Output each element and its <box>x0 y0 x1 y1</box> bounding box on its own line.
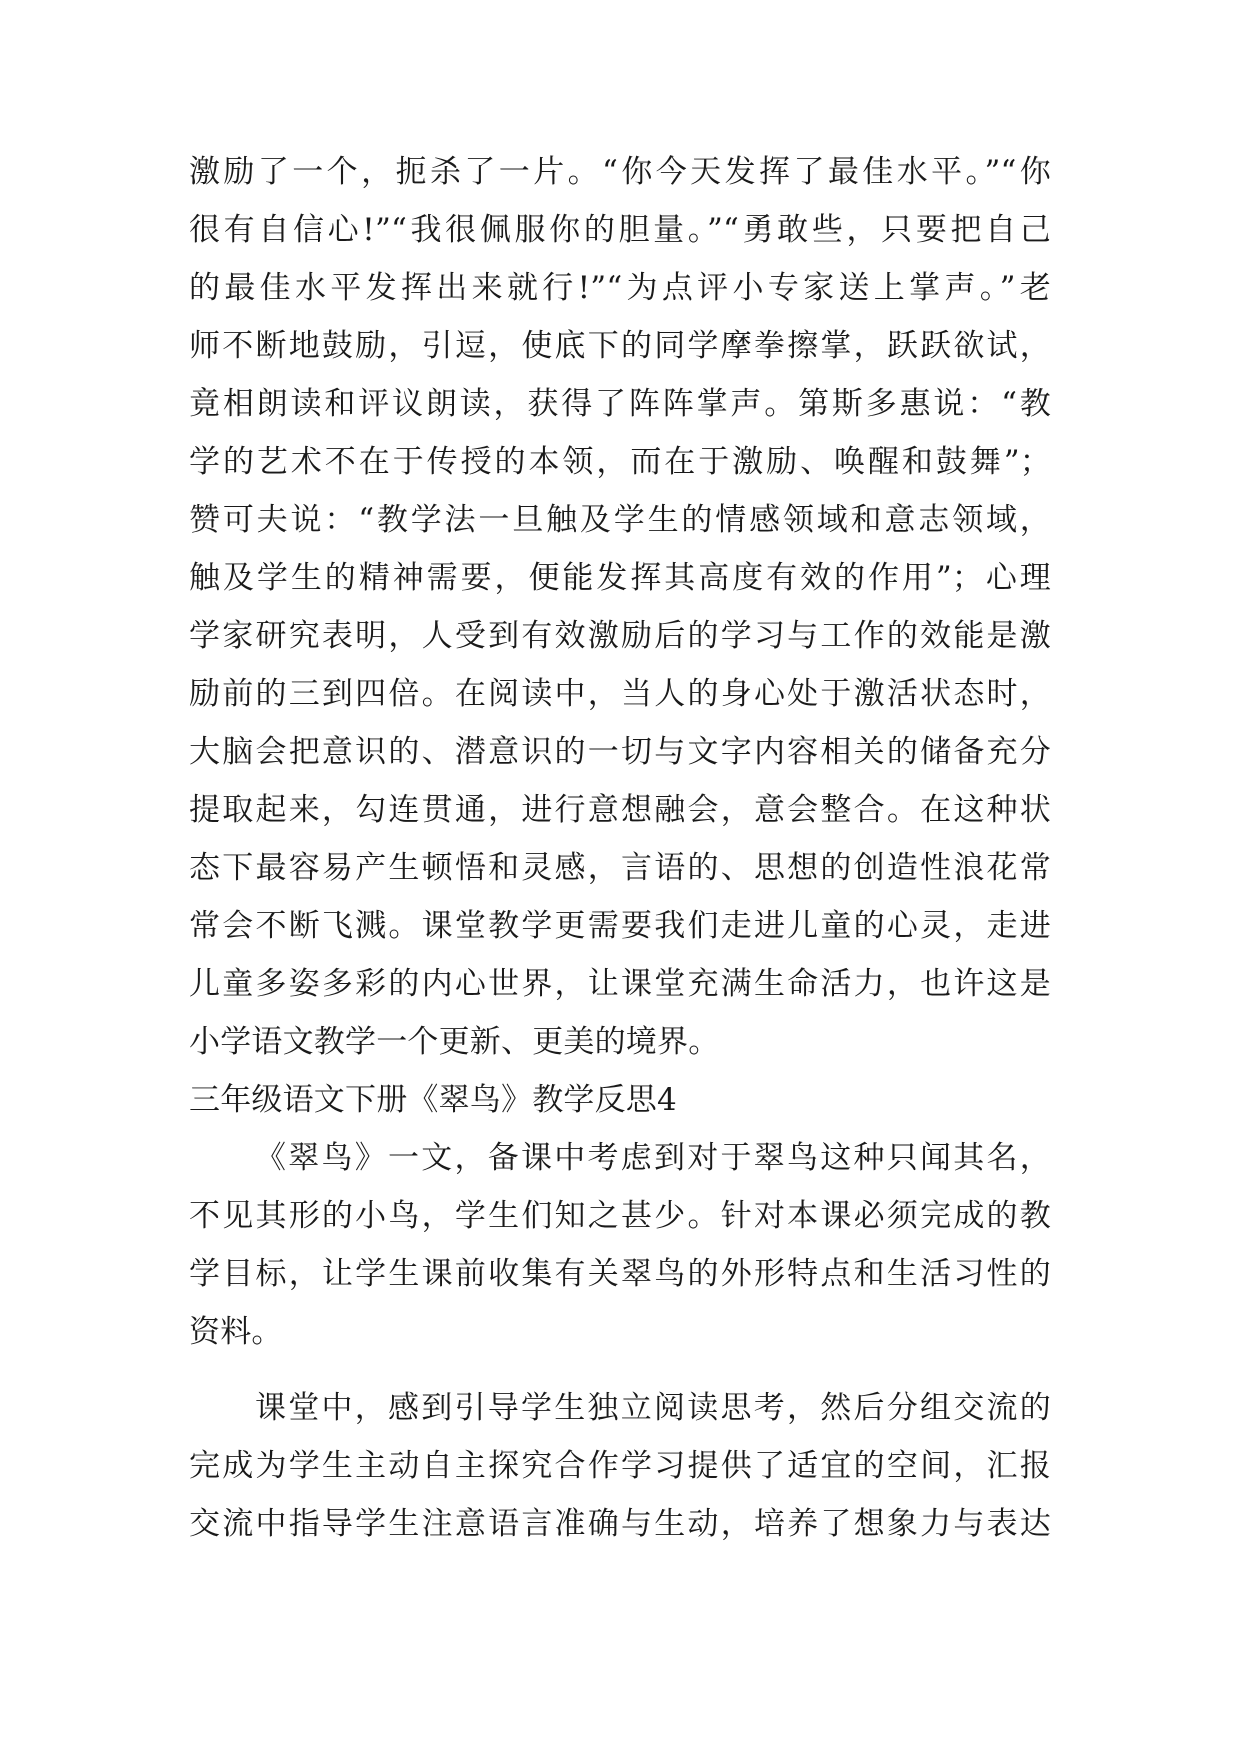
body-line: 师不断地鼓励，引逗，使底下的同学摩拳擦掌，跃跃欲试， <box>189 328 1051 364</box>
body-line: 交流中指导学生注意语言准确与生动，培养了想象力与表达 <box>189 1506 1051 1542</box>
body-line-last: 资料。 <box>189 1314 283 1350</box>
section-heading: 三年级语文下册《翠鸟》教学反思4 <box>189 1082 677 1118</box>
body-line: 学的艺术不在于传授的本领，而在于激励、唤醒和鼓舞”； <box>189 444 1051 480</box>
body-line: 大脑会把意识的、潜意识的一切与文字内容相关的储备充分 <box>189 734 1051 770</box>
body-line-last: 小学语文教学一个更新、更美的境界。 <box>189 1024 720 1060</box>
body-line: 励前的三到四倍。在阅读中，当人的身心处于激活状态时， <box>189 676 1051 712</box>
body-line: 完成为学生主动自主探究合作学习提供了适宜的空间，汇报 <box>189 1448 1051 1484</box>
body-line: 常会不断飞溅。课堂教学更需要我们走进儿童的心灵，走进 <box>189 908 1051 944</box>
body-line: 学目标，让学生课前收集有关翠鸟的外形特点和生活习性的 <box>189 1256 1051 1292</box>
body-line: 竟相朗读和评议朗读，获得了阵阵掌声。第斯多惠说：“教 <box>189 386 1051 422</box>
body-line: 学家研究表明，人受到有效激励后的学习与工作的效能是激 <box>189 618 1051 654</box>
body-line: 赞可夫说：“教学法一旦触及学生的情感领域和意志领域， <box>189 502 1051 538</box>
body-line: 触及学生的精神需要，便能发挥其高度有效的作用”；心理 <box>189 560 1051 596</box>
body-line: 很有自信心!”“我很佩服你的胆量。”“勇敢些，只要把自己 <box>189 212 1051 248</box>
body-line-indented: 课堂中，感到引导学生独立阅读思考，然后分组交流的 <box>255 1390 1051 1426</box>
body-line: 儿童多姿多彩的内心世界，让课堂充满生命活力，也许这是 <box>189 966 1051 1002</box>
body-line: 提取起来，勾连贯通，进行意想融会，意会整合。在这种状 <box>189 792 1051 828</box>
body-line: 不见其形的小鸟，学生们知之甚少。针对本课必须完成的教 <box>189 1198 1051 1234</box>
body-line: 激励了一个，扼杀了一片。“你今天发挥了最佳水平。”“你 <box>189 154 1051 190</box>
body-line-indented: 《翠鸟》一文，备课中考虑到对于翠鸟这种只闻其名， <box>255 1140 1051 1176</box>
body-line: 的最佳水平发挥出来就行!”“为点评小专家送上掌声。”老 <box>189 270 1051 306</box>
body-line: 态下最容易产生顿悟和灵感，言语的、思想的创造性浪花常 <box>189 850 1051 886</box>
